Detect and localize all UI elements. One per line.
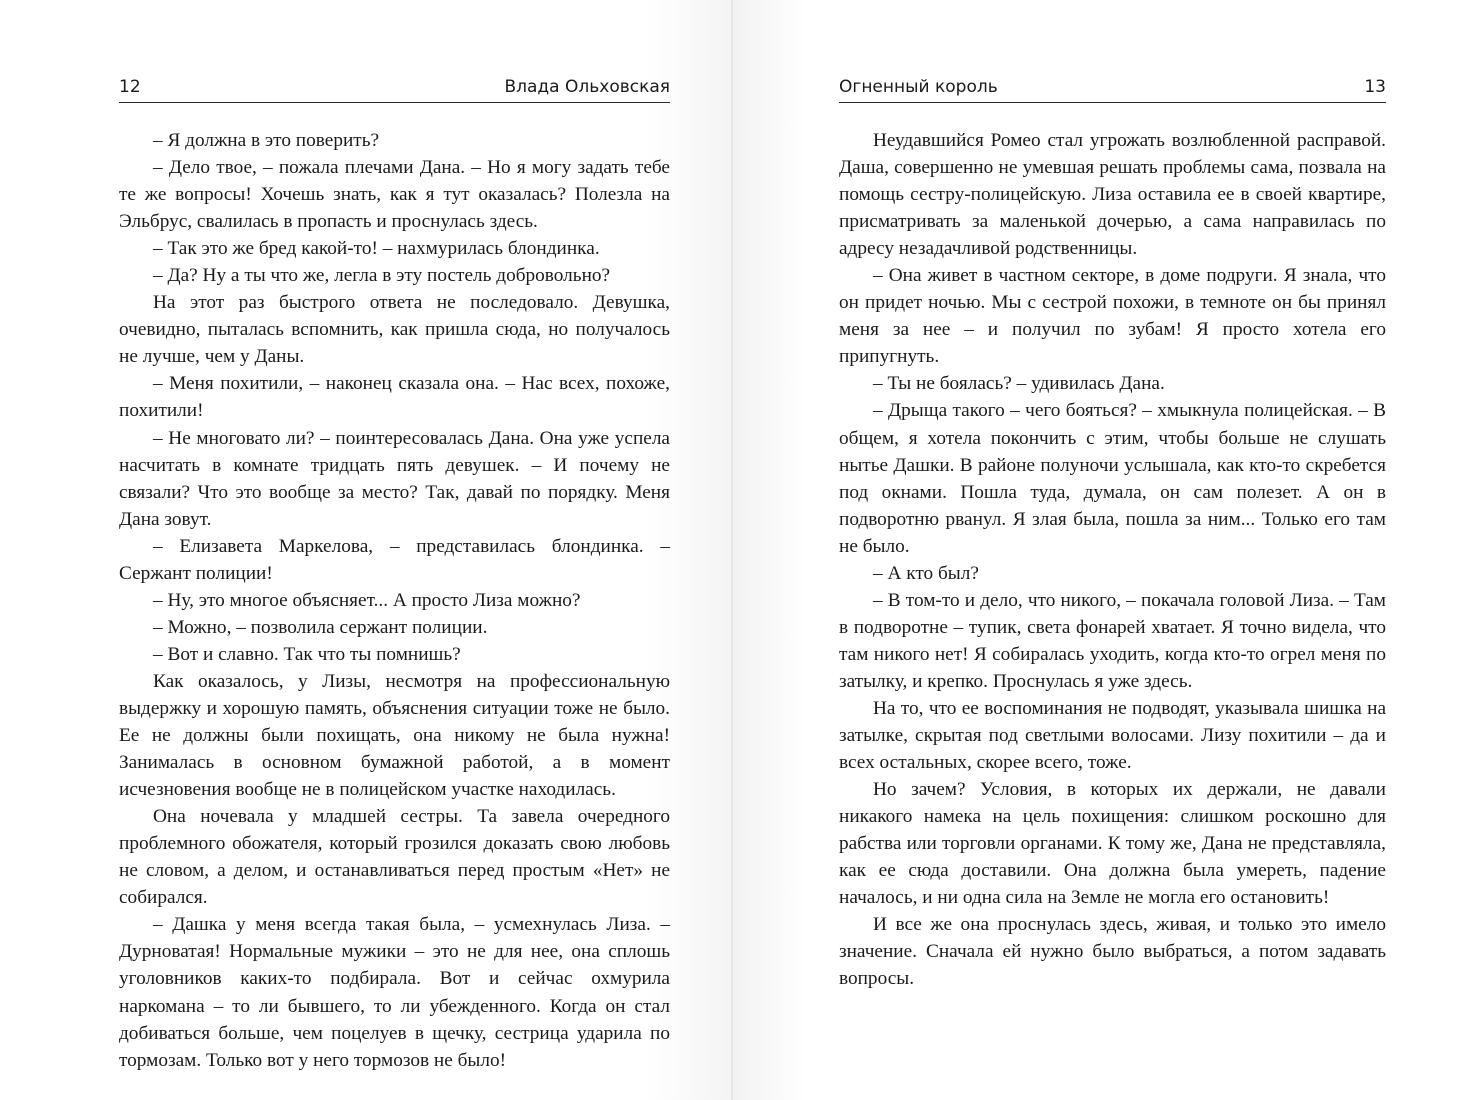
paragraph: – Так это же бред какой-то! – нахмурилась блондинка. (153, 238, 600, 260)
left-page-header (119, 74, 670, 103)
paragraph: – Она живет в частном секторе, в доме подруги. Я знала, что он придет ночью. Мы с сестрой похожи, в темноте он бы принял меня за нее – и получил по зубам! Я просто хотела его припугнуть. (839, 265, 1386, 368)
paragraph: – Можно, – позволила сержант полиции. (153, 616, 488, 638)
right-page-text (839, 127, 1386, 993)
paragraph: Она ночевала у младшей сестры. Та завела очередного проблемного обожателя, который грозился доказать свою любовь не словом, а делом, и останавливаться перед простым «Нет» не собирался. (119, 806, 670, 909)
paragraph: – В том-то и дело, что никого, – покачала головой Лиза. – Там в подворотне – тупик, света фонарей хватает. Я точно видела, что там никого нет! Я собиралась уходить, когда кто-то огрел меня по затылку, и крепко. Проснулась я уже здесь. (839, 589, 1386, 692)
paragraph: – Я должна в это поверить? (153, 130, 380, 151)
paragraph: – Дрыща такого – чего бояться? – хмыкнула полицейская. – В общем, я хотела покончить с этим, чтобы больше не слушать нытье Дашки. В районе полуночи услышала, как кто-то скребется под окнами. Пошла туда, думала, он сам полезет. А он в подворотню рванул. Я злая была, пошла за ним... Только его там не было. (839, 400, 1386, 557)
paragraph: – Не многовато ли? – поинтересовалась Дана. Она уже успела насчитать в комнате тридцать пять девушек. – И почему не связали? Что это вообще за место? Так, давай по порядку. Меня Дана зовут. (119, 427, 670, 530)
right-running-title: Огненный король (839, 77, 998, 97)
paragraph: На этот раз быстрого ответа не последовало. Девушка, очевидно, пыталась вспомнить, как пришла сюда, но получалось не лучше, чем у Даны. (119, 292, 670, 368)
paragraph: И все же она проснулась здесь, живая, и только это имело значение. Сначала ей нужно было выбраться, а потом задавать вопросы. (839, 914, 1386, 990)
paragraph: Но зачем? Условия, в которых их держали, не давали никакого намека на цель похищения: слишком роскошно для рабства или торговли органами. К тому же, Дана не представляла, как ее сюда доставили. Она должна была умереть, падение началось, и ни одна сила на Земле не могла его остановить! (839, 779, 1386, 909)
paragraph: – Меня похитили, – наконец сказала она. – Нас всех, похоже, похитили! (119, 373, 670, 422)
paragraph: – Дело твое, – пожала плечами Дана. – Но я могу задать тебе те же вопросы! Хочешь знать, как я тут оказалась? Полезла на Эльбрус, свалилась в пропасть и проснулась здесь. (119, 157, 670, 233)
left-running-title: Влада Ольховская (504, 77, 670, 97)
paragraph: – Дашка у меня всегда такая была, – усмехнулась Лиза. – Дурноватая! Нормальные мужики – это не для нее, она сплошь уголовников каких-то подбирала. Вот и сейчас охмурила наркомана – то ли бывшего, то ли убежденного. Когда он стал добиваться больше, чем поцелуев в щечку, сестрица ударила по тормозам. Только вот у него тормозов не было! (119, 914, 670, 1071)
right-page (733, 0, 1467, 1100)
right-page-header (839, 74, 1386, 103)
paragraph: На то, что ее воспоминания не подводят, указывала шишка на затылке, скрытая под светлыми волосами. Лизу похитили – да и всех остальных, скорее всего, тоже. (839, 697, 1386, 774)
paragraph: – А кто был? (873, 562, 979, 584)
paragraph: – Да? Ну а ты что же, легла в эту постель добровольно? (153, 265, 611, 287)
paragraph: – Елизавета Маркелова, – представилась блондинка. – Сержант полиции! (119, 535, 670, 584)
left-page (0, 0, 733, 1100)
paragraph: Неудавшийся Ромео стал угрожать возлюбленной расправой. Даша, совершенно не умевшая решать проблемы сама, позвала на помощь сестру-полицейскую. Лиза оставила ее в своей квартире, присматривать за маленькой дочерью, а сама направилась по адресу незадачливой родственницы. (839, 130, 1386, 260)
paragraph: – Ты не боялась? – удивилась Дана. (873, 373, 1165, 395)
left-page-text (119, 127, 670, 1074)
right-page-number: 13 (1364, 77, 1386, 97)
paragraph: Как оказалось, у Лизы, несмотря на профессиональную выдержку и хорошую память, объяснения ситуации тоже не было. Ее не должны были похищать, она никому не была нужна! Занималась в основном бумажной работой, а в момент исчезновения вообще не в полицейском участке находилась. (119, 670, 670, 801)
paragraph: – Ну, это многое объясняет... А просто Лиза можно? (153, 589, 581, 611)
left-page-number: 12 (119, 77, 141, 97)
paragraph: – Вот и славно. Так что ты помнишь? (153, 643, 461, 665)
